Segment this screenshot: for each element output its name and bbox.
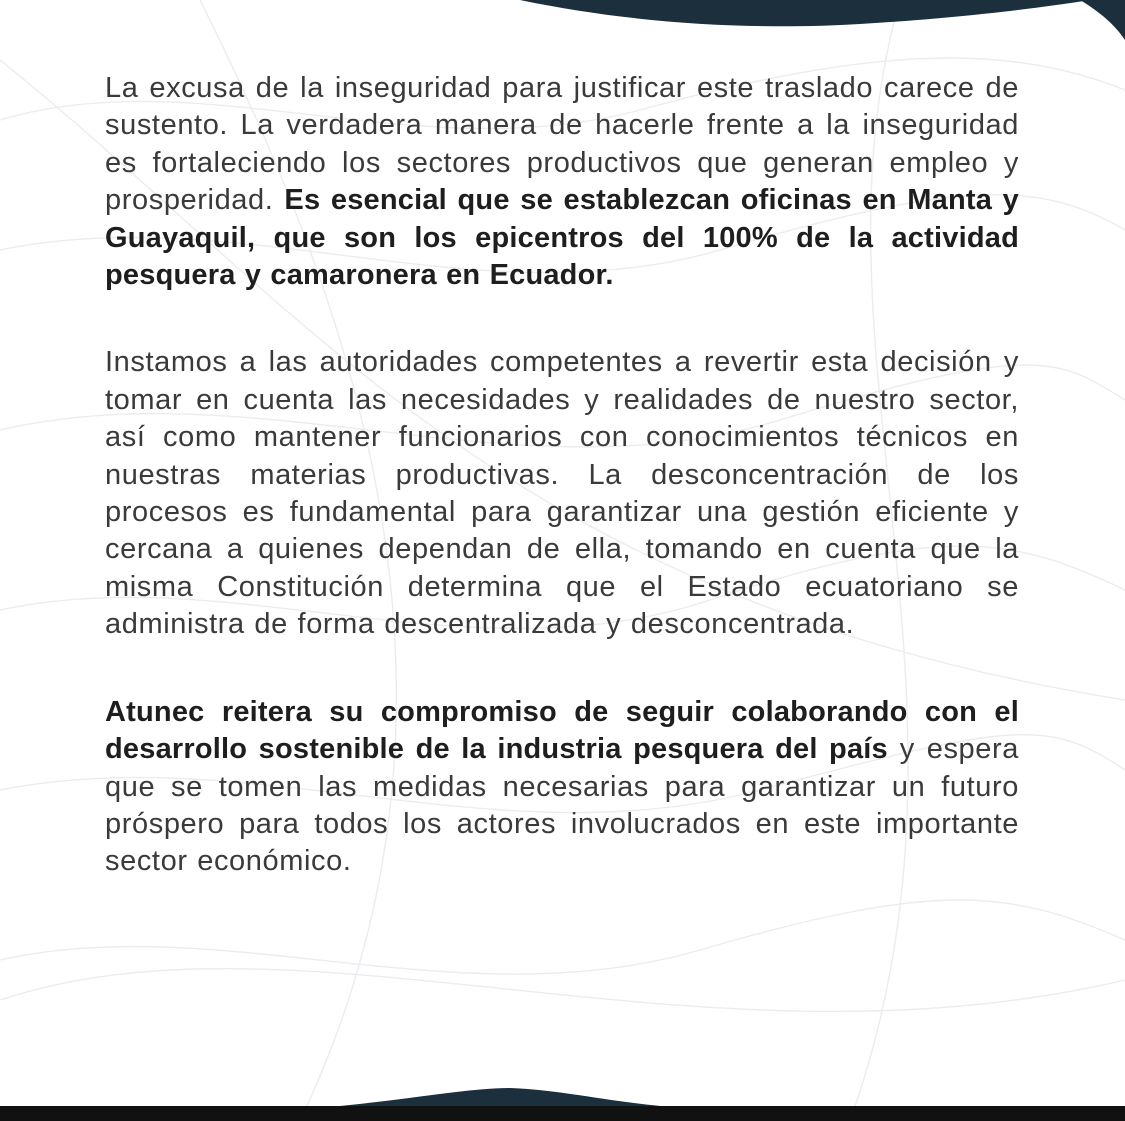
top-wave (520, 0, 1090, 26)
bottom-wave (340, 1088, 660, 1106)
paragraph-2 (105, 344, 1019, 643)
paragraph-3 (105, 694, 1019, 881)
paragraph-1-text: La excusa de la inseguridad para justificar este traslado carece de sustento. La verdadera manera de hacerle frente a la inseguridad es fortaleciendo los sectores productivos que generan empleo y prosperidad. (105, 72, 1019, 217)
paragraph-3-text: y espera que se tomen las medidas necesarias para garantizar un futuro próspero para todos los actores involucrados en este importante sector económico. (105, 733, 1019, 878)
document-body (105, 70, 1019, 881)
paragraph-1-bold-text: Es esencial que se establezcan oficinas en Manta y Guayaquil, que son los epicentros del 100% de la actividad pesquera y camaronera en Ecuador. (105, 184, 1019, 292)
top-right-wave (1080, 0, 1125, 40)
paragraph-2-text: Instamos a las autoridades competentes a revertir esta decisión y tomar en cuenta las necesidades y realidades de nuestro sector, así como mantener funcionarios con conocimientos técnicos en nuestras materias productivas. La desconcentración de los procesos es fundamental para garantizar una gestión eficiente y cercana a quienes dependan de ella, tomando en cuenta que la misma Constitución determina que el Estado ecuatoriano se administra de forma descentralizada y desconcentrada. (105, 346, 1019, 641)
paragraph-3-bold-text: Atunec reitera su compromiso de seguir colaborando con el desarrollo sostenible de la industria pesquera del país (105, 695, 1019, 766)
bottom-bar (0, 1106, 1125, 1121)
paragraph-1 (105, 70, 1019, 294)
